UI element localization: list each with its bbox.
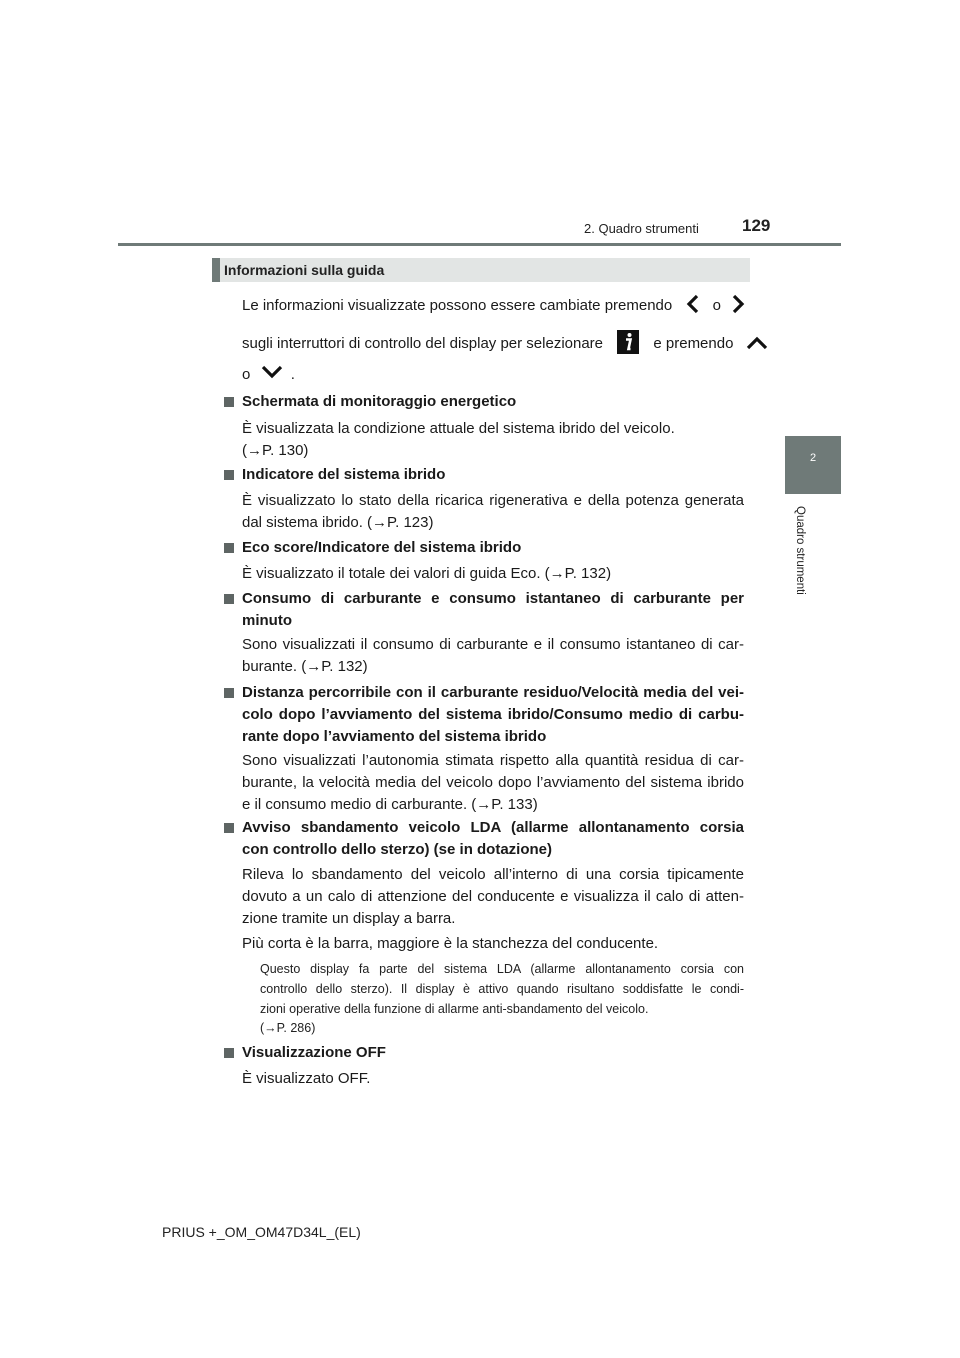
item-title: Visualizzazione OFF — [242, 1044, 386, 1061]
note-line: (→P. 286) — [260, 1021, 316, 1035]
intro-line-1 — [242, 294, 745, 321]
item-title: Schermata di monitoraggio energetico — [242, 393, 517, 410]
header-section-title: 2. Quadro strumenti — [584, 221, 699, 236]
page-number: 129 — [742, 216, 771, 235]
item-title: Eco score/Indicatore del sistema ibrido — [242, 539, 522, 556]
intro-line-2 — [242, 330, 768, 361]
item-title: Avviso sbandamento veicolo LDA (allarme allontanamento corsia — [242, 819, 744, 836]
bullet-square — [224, 823, 234, 833]
item-body-line: dovuto a un calo di attenzione del conducente e visualizza il calo di atten- — [242, 888, 744, 905]
header-divider — [118, 243, 841, 246]
note-line: zioni operative della funzione di allarme anti-sbandamento del veicolo. — [260, 1002, 649, 1016]
chevron-up-icon — [746, 335, 768, 357]
chapter-tab — [785, 436, 841, 494]
chevron-right-icon — [731, 294, 745, 321]
bullet-square — [224, 397, 234, 407]
intro-period: . — [290, 366, 295, 383]
item-title: con controllo dello sterzo) (se in dotazione) — [242, 841, 553, 858]
item-title: Indicatore del sistema ibrido — [242, 466, 446, 483]
item-body-line: È visualizzato lo stato della ricarica rigenerativa e della potenza generata — [242, 492, 744, 509]
bullet-square — [224, 470, 234, 480]
item-body-line: Rileva lo sbandamento del veicolo all’interno di una corsia tipicamente — [242, 866, 744, 883]
item-body-line: e il consumo medio di carburante. (→P. 133) — [242, 796, 538, 813]
item-body-line: Più corta è la barra, maggiore è la stanchezza del conducente. — [242, 935, 659, 952]
bullet-square — [224, 594, 234, 604]
item-body-line: (→P. 130) — [242, 442, 309, 459]
item-body-line: dal sistema ibrido. (→P. 123) — [242, 514, 434, 531]
intro-line-3 — [242, 364, 295, 386]
intro-or-1: o — [712, 297, 721, 314]
intro-text-2: sugli interruttori di controllo del display per selezionare — [242, 335, 604, 352]
info-icon — [617, 330, 639, 361]
note-line: controllo dello sterzo). Il display è attivo quando risultano soddisfatte le condi- — [260, 982, 744, 996]
item-title: rante dopo l’avviamento del sistema ibrido — [242, 728, 547, 745]
item-title: minuto — [242, 612, 292, 629]
item-body-line: È visualizzata la condizione attuale del sistema ibrido del veicolo. — [242, 420, 675, 437]
chapter-tab-label: Quadro strumenti — [794, 506, 806, 595]
item-title: Consumo di carburante e consumo istantaneo di carburante per — [242, 590, 744, 607]
item-body-line: Sono visualizzati il consumo di carburante e il consumo istantaneo di car- — [242, 636, 744, 653]
item-body-line: zione tramite un display a barra. — [242, 910, 456, 927]
intro-or-2: o — [242, 366, 251, 383]
intro-text-1: Le informazioni visualizzate possono essere cambiate premendo — [242, 297, 673, 314]
footer-document-code: PRIUS +_OM_OM47D34L_(EL) — [162, 1224, 361, 1240]
chapter-tab-number: 2 — [809, 452, 817, 464]
bullet-square — [224, 688, 234, 698]
bullet-square — [224, 1048, 234, 1058]
item-body-line: È visualizzato OFF. — [242, 1070, 371, 1087]
item-title: colo dopo l’avviamento del sistema ibrido/Consumo medio di carbu- — [242, 706, 744, 723]
item-body-line: Sono visualizzati l’autonomia stimata rispetto alla quantità residua di car- — [242, 752, 744, 769]
item-body-line: burante, la velocità media del veicolo dopo l’avviamento del sistema ibrido — [242, 774, 744, 791]
bullet-square — [224, 543, 234, 553]
chevron-left-icon — [686, 294, 700, 321]
section-title: Informazioni sulla guida — [224, 262, 385, 278]
note-line: Questo display fa parte del sistema LDA (allarme allontanamento corsia con — [260, 962, 744, 976]
chevron-down-icon — [261, 364, 283, 386]
item-body-line: burante. (→P. 132) — [242, 658, 368, 675]
item-title: Distanza percorribile con il carburante residuo/Velocità media del vei- — [242, 684, 744, 701]
intro-and: e premendo — [653, 335, 734, 352]
item-body-line: È visualizzato il totale dei valori di guida Eco. (→P. 132) — [242, 565, 612, 582]
